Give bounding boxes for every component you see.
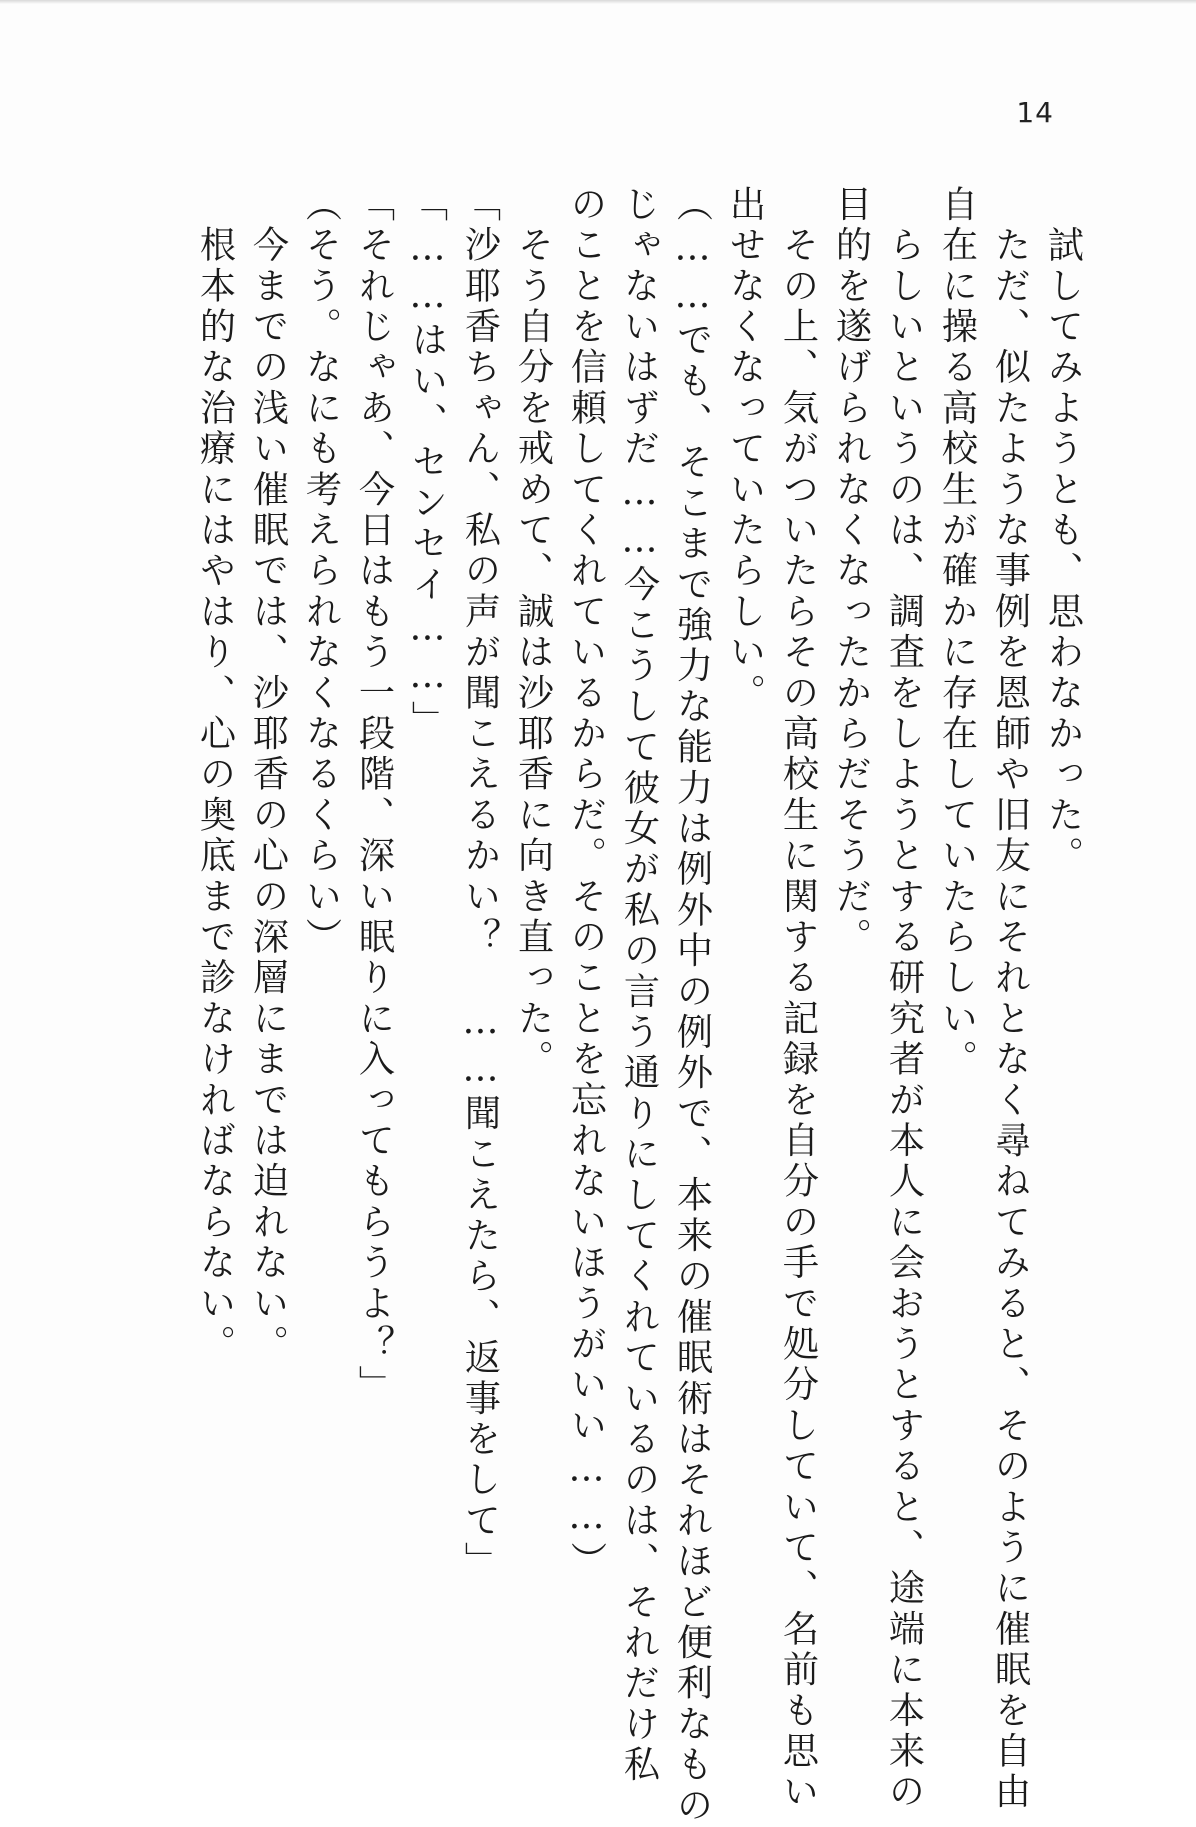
text-line: 目的を遂げられなくなったからだそうだ。 (830, 185, 873, 959)
text-line: じゃないはずだ……今こうして彼女が私の言う通りにしてくれているのは、それだけ私 (618, 185, 661, 1786)
text-line: のことを信頼してくれているからだ。そのことを忘れないほうがいい……） (565, 185, 608, 1583)
text-line: 出せなくなっていたらしい。 (724, 185, 767, 715)
text-line: 自在に操る高校生が確かに存在していたらしい。 (936, 185, 979, 1081)
text-line: 根本的な治療にはやはり、心の奥底まで診なければならない。 (194, 185, 237, 1366)
text-line: 「沙耶香ちゃん、私の声が聞こえるかい？ ……聞こえたら、返事をして」 (459, 185, 502, 1583)
text-line: （……でも、そこまで強力な能力は例外中の例外で、本来の催眠術はそれほど便利なもの (671, 185, 714, 1827)
text-line: 今までの浅い催眠では、沙耶香の心の深層にまでは迫れない。 (247, 185, 290, 1366)
text-line: ただ、似たような事例を恩師や旧友にそれとなく尋ねてみると、そのように催眠を自由 (989, 185, 1032, 1813)
text-line: らしいというのは、調査をしようとする研究者が本人に会おうとすると、途端に本来の (883, 185, 926, 1813)
page-edge-shadow (0, 0, 1196, 4)
text-line: その上、気がついたらその高校生に関する記録を自分の手で処分していて、名前も思い (777, 185, 820, 1813)
text-line: 試してみようとも、思わなかった。 (1042, 185, 1085, 877)
text-line: （そう。なにも考えられなくなるくらい） (300, 185, 343, 959)
text-line: 「それじゃあ、今日はもう一段階、深い眠りに入ってもらうよ？」 (353, 185, 396, 1406)
page-number: 14 (1016, 96, 1054, 129)
text-line: 「……はい、センセイ……」 (406, 185, 449, 742)
text-line: そう自分を戒めて、誠は沙耶香に向き直った。 (512, 185, 555, 1081)
